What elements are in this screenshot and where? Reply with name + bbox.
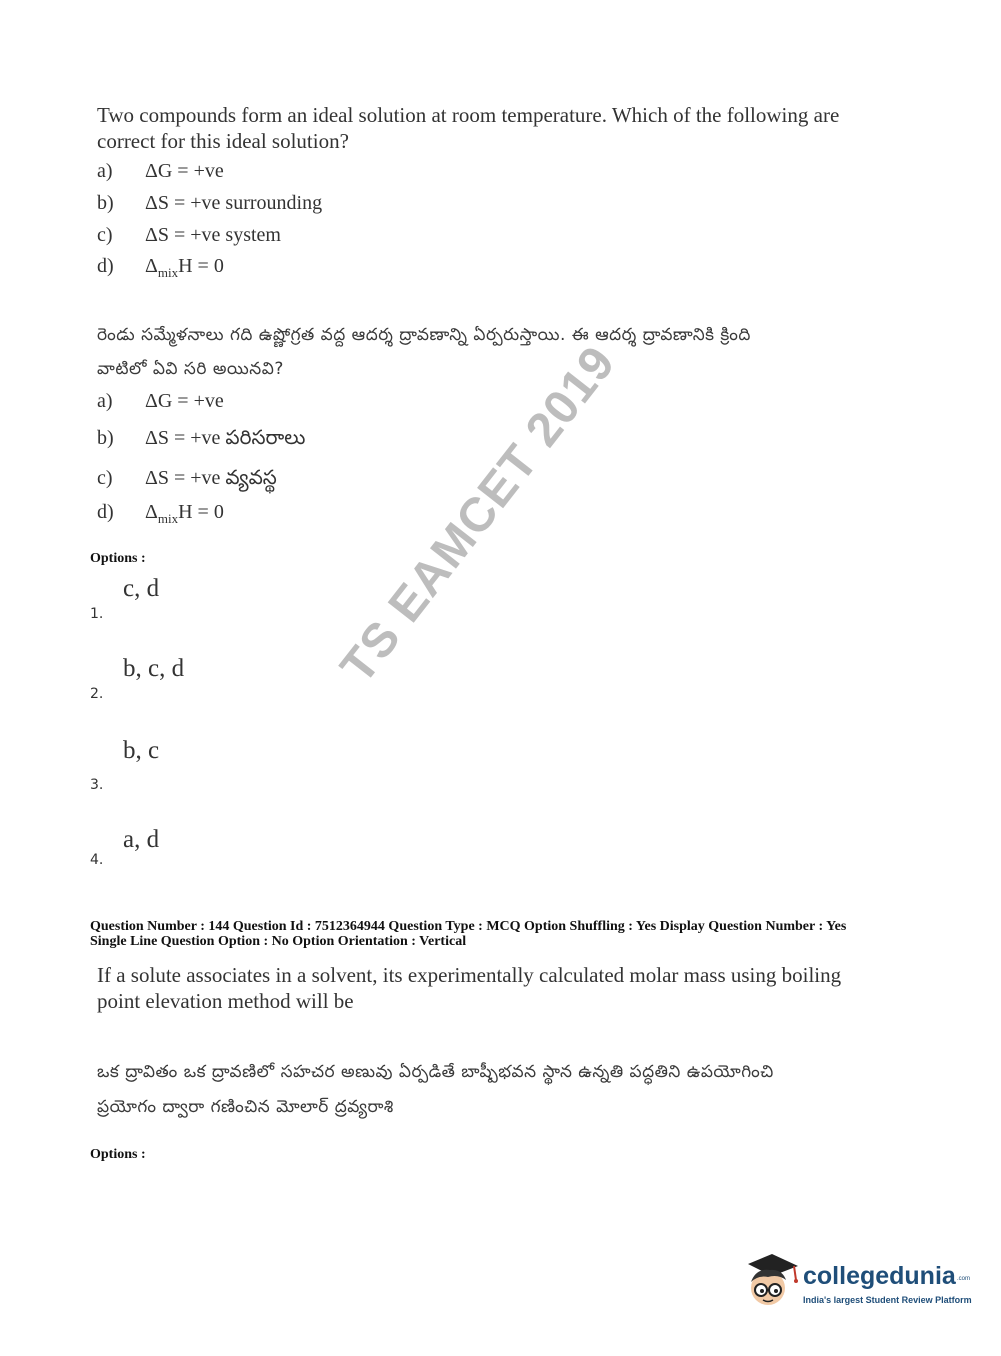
question-1-telugu-line-2: వాటిలో ఏవి సరి అయినవి? <box>97 359 284 379</box>
logo-name: collegedunia <box>803 1262 956 1290</box>
watermark: TS EAMCET 2019 <box>330 336 626 694</box>
question-2-english-line-2: point elevation method will be <box>97 989 354 1013</box>
answer-option-2-number: 2. <box>90 686 104 702</box>
option-label: d) <box>97 501 114 523</box>
option-text: ΔG = +ve <box>145 390 224 412</box>
option-text: ΔG = +ve <box>145 160 224 182</box>
logo-suffix: .com <box>957 1276 971 1282</box>
question-2-telugu-line-2: ప్రయోగం ద్వారా గణించిన మోలార్ ద్రవ్యరాశి <box>97 1097 394 1117</box>
question-2-meta-line-2: Single Line Question Option : No Option Orientation : Vertical <box>90 934 467 949</box>
option-label: a) <box>97 160 113 182</box>
question-2-telugu-line-1: ఒక ద్రావితం ఒక ద్రావణిలో సహచర అణువు ఏర్పడితే బాష్పీభవన స్థాన ఉన్నతి పద్ధతిని ఉపయోగించి <box>97 1062 774 1082</box>
option-text: ΔS = +ve surrounding <box>145 192 323 214</box>
answer-option-1-number: 1. <box>90 606 104 622</box>
answer-option-3-text[interactable]: b, c <box>123 737 160 764</box>
option-label: c) <box>97 224 113 246</box>
question-1-english-line-2: correct for this ideal solution? <box>97 129 349 153</box>
answer-option-1-text[interactable]: c, d <box>123 575 160 602</box>
option-label: a) <box>97 390 113 412</box>
collegedunia-logo[interactable] <box>742 1248 972 1316</box>
option-label: d) <box>97 255 114 277</box>
answer-option-4-text[interactable]: a, d <box>123 826 160 853</box>
options-heading-2: Options : <box>90 1147 146 1162</box>
option-text: ΔS = +ve system <box>145 224 281 246</box>
options-heading: Options : <box>90 551 146 566</box>
option-text: ΔS = +ve పరిసరాలు <box>145 427 306 449</box>
question-2-meta-line-1: Question Number : 144 Question Id : 7512364944 Question Type : MCQ Option Shuffling : Yes Display Question Number : Yes <box>90 919 847 934</box>
option-text: $\Delta_{mix}H = 0$ <box>145 255 224 280</box>
question-1-english-line-1: Two compounds form an ideal solution at room temperature. Which of the following are <box>97 103 840 127</box>
option-text: ΔS = +ve వ్యవస్థ <box>145 467 277 489</box>
option-label: b) <box>97 427 114 449</box>
logo-tagline: India's largest Student Review Platform <box>803 1295 972 1305</box>
question-2-english-line-1: If a solute associates in a solvent, its experimentally calculated molar mass using boiling <box>97 963 842 987</box>
option-text: $\Delta_{mix}H = 0$ <box>145 501 224 526</box>
option-label: b) <box>97 192 114 214</box>
answer-option-4-number: 4. <box>90 852 104 868</box>
answer-option-2-text[interactable]: b, c, d <box>123 655 185 682</box>
option-label: c) <box>97 467 113 489</box>
question-1-telugu-line-1: రెండు సమ్మేళనాలు గది ఉష్ణోగ్రత వద్ద ఆదర్శ ద్రావణాన్ని ఏర్పరుస్తాయి. ఈ ఆదర్శ ద్రావణానికి క్రింది <box>97 325 751 345</box>
mascot-icon <box>742 1250 800 1310</box>
answer-option-3-number: 3. <box>90 777 104 793</box>
